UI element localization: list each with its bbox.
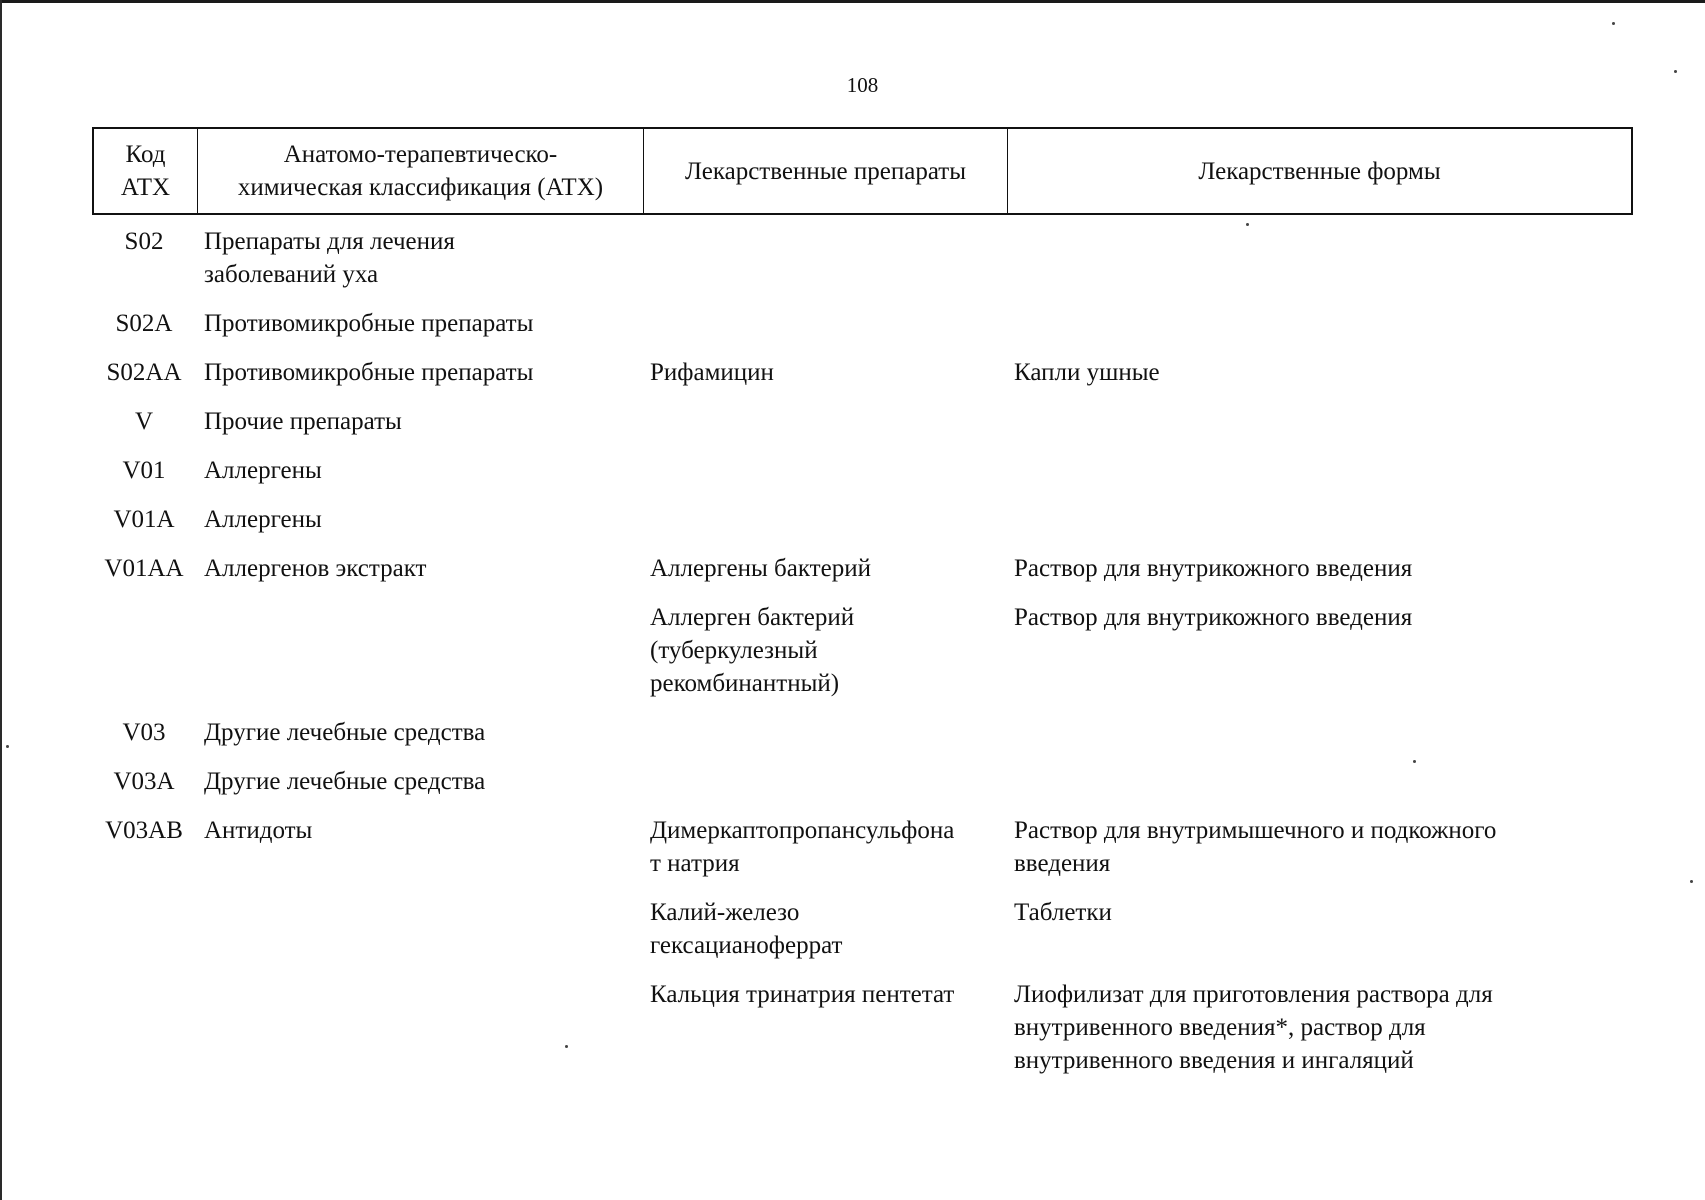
cell-drug — [642, 814, 1006, 880]
cell-classification-line: Аллергены — [204, 506, 322, 533]
cell-form — [1006, 716, 1633, 749]
cell-classification-line: Противомикробные препараты — [204, 359, 534, 386]
cell-classification-line: Прочие препараты — [204, 408, 402, 435]
cell-form — [1006, 814, 1633, 880]
cell-classification-line: Противомикробные препараты — [204, 310, 534, 337]
scan-speck — [1674, 70, 1677, 73]
cell-form-line: Раствор для внутрикожного введения — [1014, 555, 1413, 582]
cell-classification-line: Аллергены — [204, 457, 322, 484]
table-row — [92, 503, 1633, 536]
cell-drug — [642, 552, 1006, 585]
table-row — [92, 716, 1633, 749]
scan-speck — [1612, 22, 1615, 25]
header-drugs: Лекарственные препараты — [644, 129, 1008, 213]
table-row — [92, 552, 1633, 585]
cell-code: V01A — [113, 506, 175, 533]
header-code — [94, 129, 198, 213]
table-row — [92, 896, 1633, 962]
cell-form-line: введения — [1014, 850, 1111, 877]
cell-code: V03A — [113, 768, 175, 795]
cell-classification — [196, 896, 642, 962]
cell-form — [1006, 601, 1633, 700]
cell-form — [1006, 503, 1633, 536]
cell-classification-line: Аллергенов экстракт — [204, 555, 427, 582]
cell-drug — [642, 225, 1006, 291]
header-code-line: АТХ — [120, 174, 171, 201]
page-number: 108 — [846, 73, 879, 97]
cell-drug-line: Кальция тринатрия пентетат — [650, 981, 955, 1008]
cell-classification-line: заболеваний уха — [204, 261, 379, 288]
header-classification-line: химическая классификация (АТХ) — [237, 174, 604, 201]
cell-drug — [642, 454, 1006, 487]
cell-drug — [642, 896, 1006, 962]
cell-classification — [196, 814, 642, 880]
cell-form-line: Раствор для внутримышечного и подкожного — [1014, 817, 1497, 844]
cell-code: S02A — [115, 310, 173, 337]
cell-drug-line: (туберкулезный — [650, 637, 818, 664]
cell-drug-line: Аллергены бактерий — [650, 555, 871, 582]
cell-form — [1006, 896, 1633, 962]
cell-drug-line: Рифамицин — [650, 359, 774, 386]
cell-drug-line: рекомбинантный) — [650, 670, 840, 697]
cell-drug-line: Димеркаптопропансульфона — [650, 817, 955, 844]
cell-classification-line: Препараты для лечения — [204, 228, 455, 255]
cell-form — [1006, 765, 1633, 798]
cell-code: S02AA — [106, 359, 182, 386]
cell-code — [92, 896, 196, 962]
header-classification — [198, 129, 644, 213]
cell-drug-line: гексацианоферрат — [650, 932, 843, 959]
cell-classification — [196, 356, 642, 389]
cell-classification — [196, 552, 642, 585]
cell-drug — [642, 356, 1006, 389]
table-row — [92, 405, 1633, 438]
cell-classification-line: Антидоты — [204, 817, 313, 844]
cell-classification — [196, 307, 642, 340]
cell-form-line: Таблетки — [1014, 899, 1112, 926]
cell-code: V01 — [122, 457, 166, 484]
cell-form — [1006, 454, 1633, 487]
cell-form — [1006, 225, 1633, 291]
cell-drug-line: Аллерген бактерий — [650, 604, 855, 631]
cell-form-line: Лиофилизат для приготовления раствора для — [1014, 981, 1493, 1008]
cell-classification — [196, 978, 642, 1077]
cell-drug — [642, 405, 1006, 438]
cell-drug-line: Калий-железо — [650, 899, 800, 926]
table-row — [92, 978, 1633, 1077]
cell-drug — [642, 503, 1006, 536]
cell-form — [1006, 405, 1633, 438]
cell-code: V03 — [122, 719, 166, 746]
cell-form-line: Раствор для внутрикожного введения — [1014, 604, 1413, 631]
table-row — [92, 454, 1633, 487]
table-row — [92, 601, 1633, 700]
scan-edge-left — [0, 0, 2, 1200]
cell-code: V — [134, 408, 154, 435]
table-header — [92, 127, 1633, 215]
cell-code: V01AA — [104, 555, 184, 582]
scan-speck — [1246, 223, 1249, 226]
cell-classification — [196, 454, 642, 487]
cell-code — [92, 978, 196, 1077]
header-code-line: Код — [125, 141, 166, 168]
table-body — [92, 225, 1633, 1077]
cell-drug — [642, 765, 1006, 798]
cell-drug — [642, 716, 1006, 749]
cell-classification — [196, 716, 642, 749]
cell-code — [92, 601, 196, 700]
cell-classification — [196, 225, 642, 291]
table-row — [92, 225, 1633, 291]
table-row — [92, 307, 1633, 340]
cell-drug-line: т натрия — [650, 850, 740, 877]
scan-speck — [1690, 880, 1693, 883]
cell-drug — [642, 307, 1006, 340]
cell-classification — [196, 405, 642, 438]
cell-drug — [642, 978, 1006, 1077]
cell-form-line: Капли ушные — [1014, 359, 1160, 386]
scan-edge-top — [0, 0, 1705, 3]
table-row — [92, 814, 1633, 880]
cell-form-line: внутривенного введения*, раствор для — [1014, 1014, 1426, 1041]
cell-form — [1006, 978, 1633, 1077]
cell-form — [1006, 356, 1633, 389]
cell-classification — [196, 765, 642, 798]
table-row — [92, 356, 1633, 389]
header-forms: Лекарственные формы — [1198, 157, 1441, 185]
cell-classification — [196, 601, 642, 700]
cell-classification-line: Другие лечебные средства — [204, 768, 486, 795]
cell-form — [1006, 307, 1633, 340]
scan-speck — [6, 745, 9, 748]
cell-form — [1006, 552, 1633, 585]
scan-speck — [565, 1045, 568, 1048]
cell-code: S02 — [124, 228, 164, 255]
table-row — [92, 765, 1633, 798]
scan-speck — [1413, 760, 1416, 763]
cell-code: V03AB — [105, 817, 183, 844]
cell-classification-line: Другие лечебные средства — [204, 719, 486, 746]
cell-form-line: внутривенного введения и ингаляций — [1014, 1047, 1414, 1074]
cell-classification — [196, 503, 642, 536]
cell-drug — [642, 601, 1006, 700]
header-classification-line: Анатомо-терапевтическо- — [283, 141, 558, 168]
